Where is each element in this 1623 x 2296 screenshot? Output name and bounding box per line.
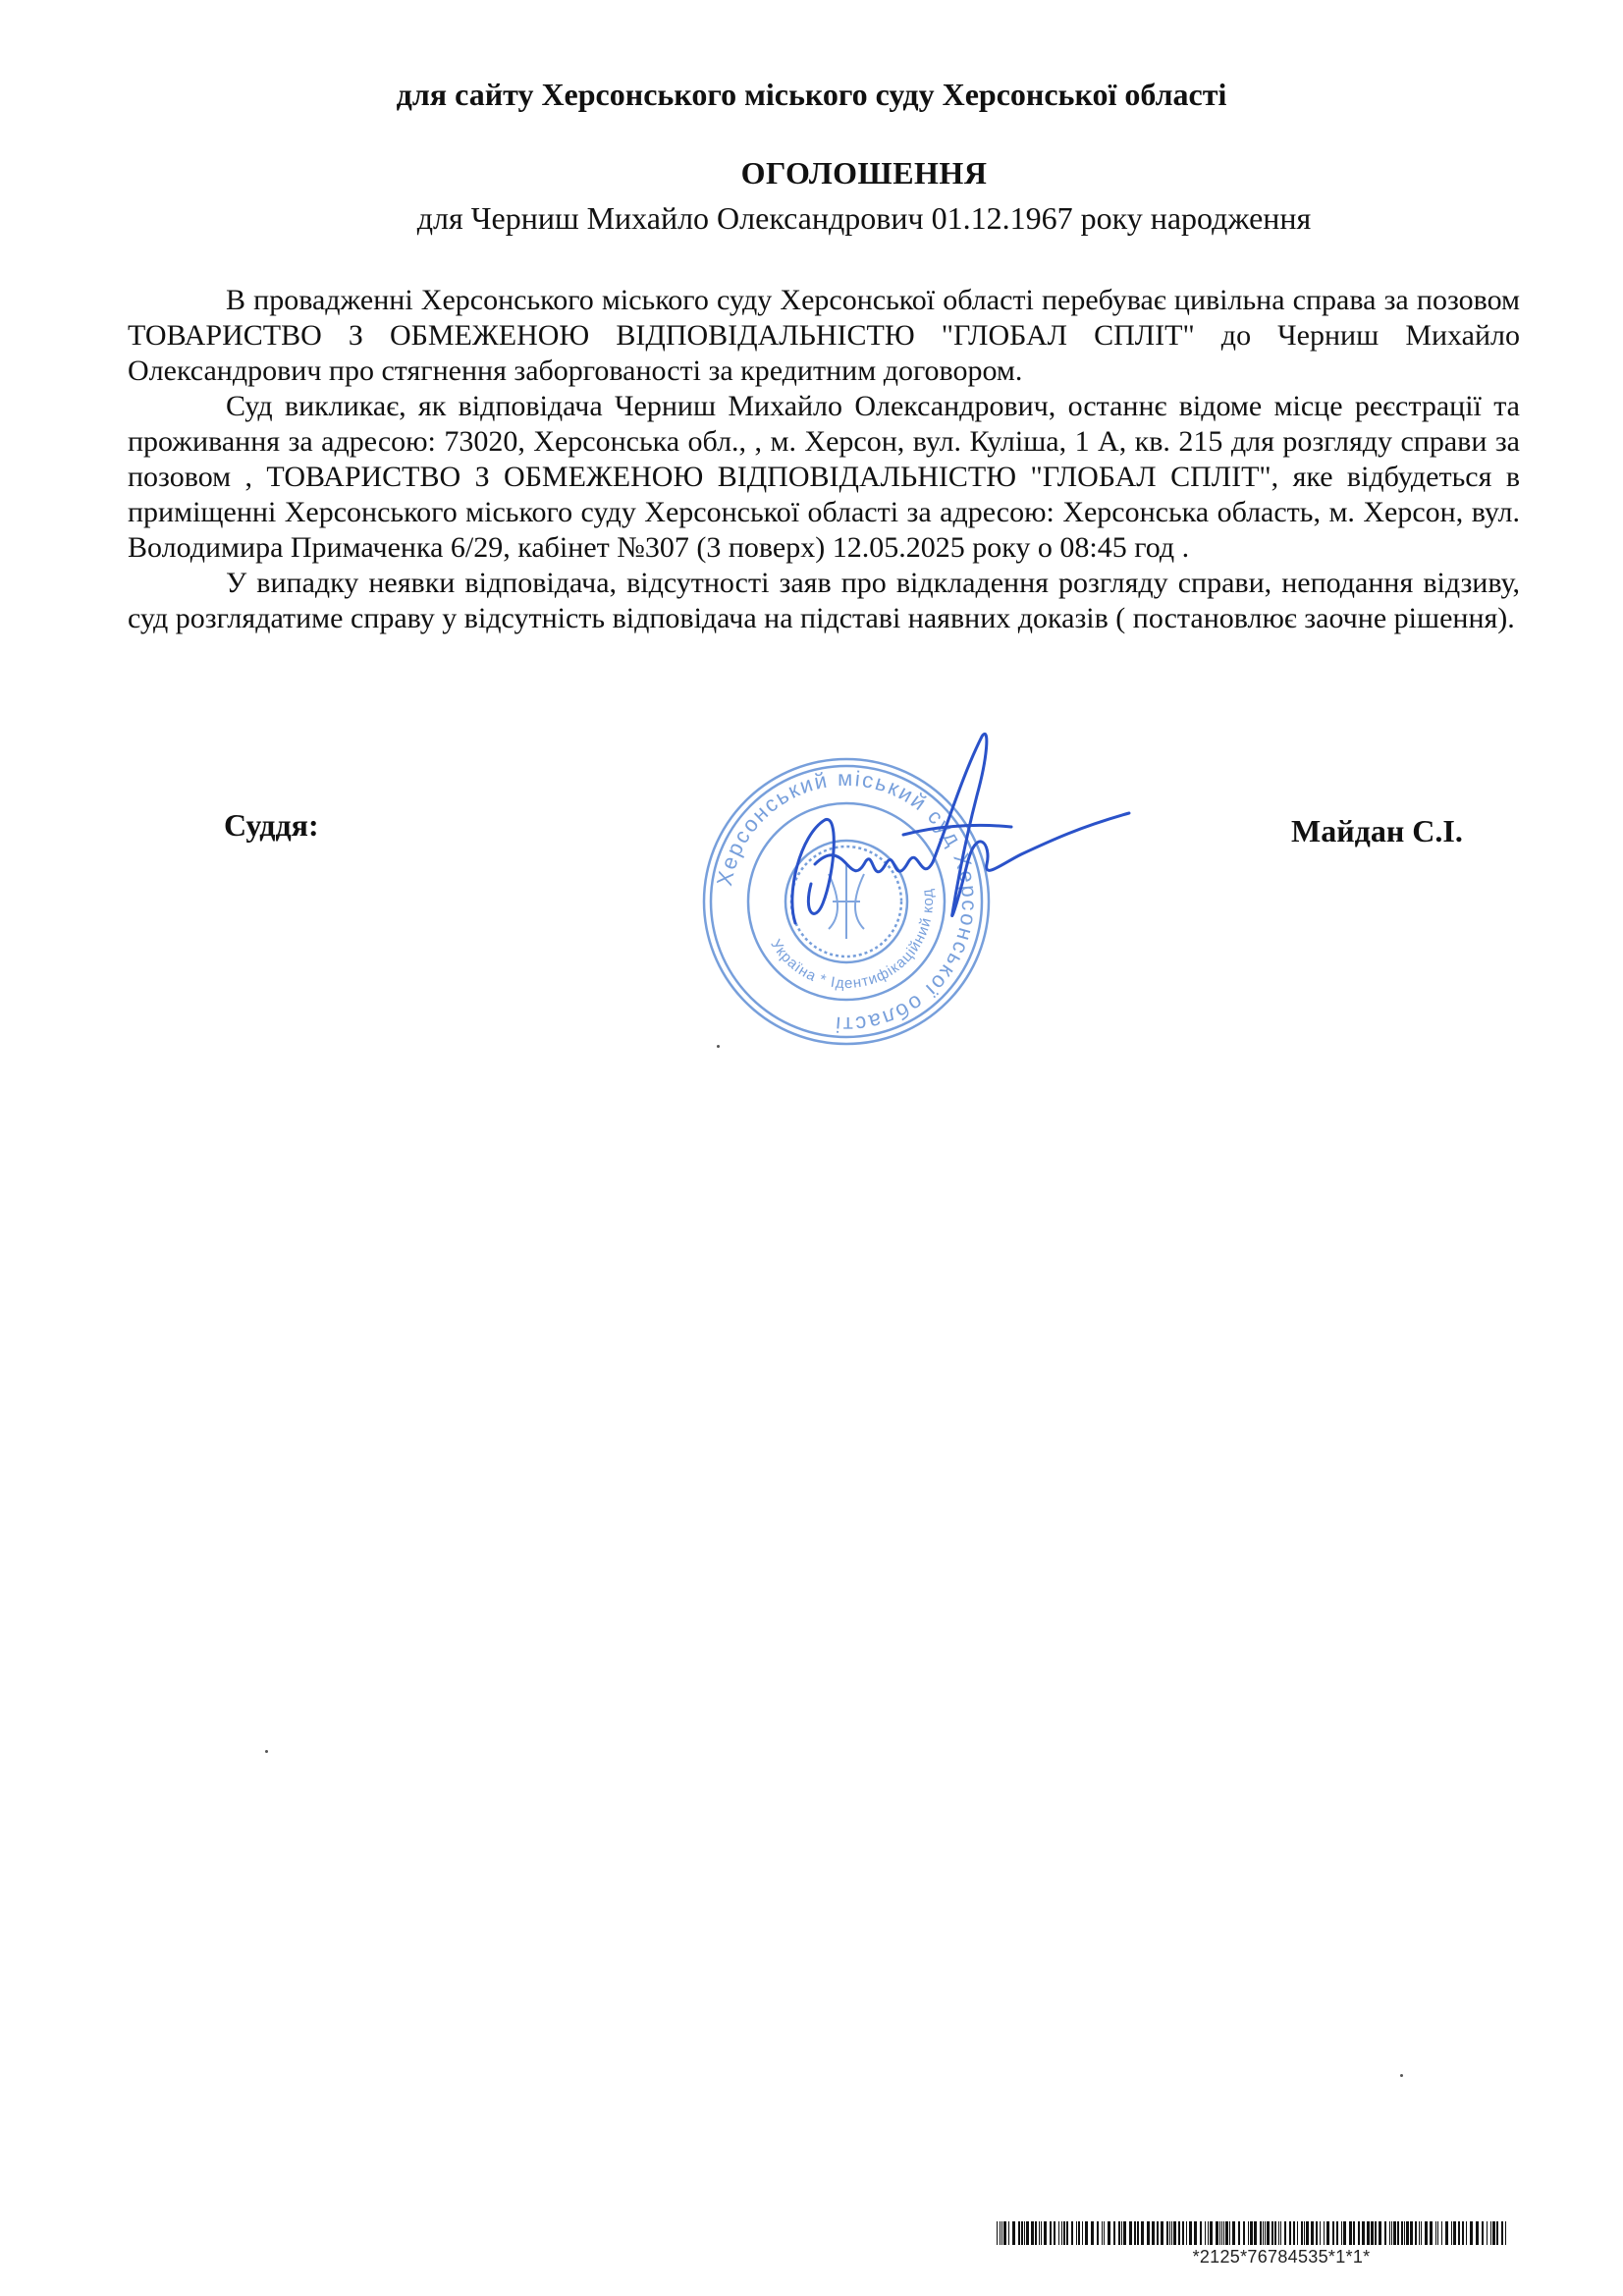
scan-speck [1400,2074,1403,2077]
barcode-bar [1189,2221,1192,2245]
barcode-bar [1430,2221,1433,2245]
barcode-bar [1278,2221,1279,2245]
barcode-bar [1063,2221,1065,2245]
barcode-bar [1362,2221,1365,2245]
barcode-bar [997,2221,998,2245]
barcode-bar [1219,2221,1220,2245]
notice-subtitle: для Черниш Михайло Олександрович 01.12.1967 року народження [416,200,1312,236]
barcode-bar [1267,2221,1270,2245]
barcode-bar [1229,2221,1230,2245]
paragraph-summons: Суд викликає, як відповідача Черниш Михайло Олександрович, останнє відоме місце реєстрації та проживання за адресою: 73020, Херсонська обл., , м. Херсон, вул. Куліша, 1 А, кв. 215 для розгляду справи за позовом , ТОВАРИСТВО З ОБМЕЖЕНОЮ ВІДПОВІДАЛЬНІСТЮ "ГЛОБАЛ СПЛІТ", яке відбудеться в приміщенні Херсонського міського суду Херсонської області за адресою: Херсонська область, м. Херсон, вул. Володимира Примаченка 6/29, кабінет №307 (3 поверх) 12.05.2025 року о 08:45 год . [128,390,1520,564]
barcode-bar [1076,2221,1077,2245]
barcode-bar [1102,2221,1103,2245]
barcode-bar [1341,2221,1342,2245]
barcode-bar [1012,2221,1015,2245]
barcode-bar [1061,2221,1062,2245]
judge-name: Майдан С.І. [1291,813,1463,848]
seal-outer-text: Херсонський міський суд Херсонської області [712,765,983,1038]
barcode-bar [1437,2221,1438,2245]
barcode-bar [1050,2221,1052,2245]
barcode-bar [1254,2221,1257,2245]
barcode-bar [1445,2221,1448,2245]
barcode-bar [1216,2221,1218,2245]
barcode-bar [1001,2221,1002,2245]
barcode-bar [1458,2221,1460,2245]
barcode-bar [1349,2221,1352,2245]
barcode-bar [1466,2221,1467,2245]
barcode-bar [1421,2221,1422,2245]
notice-title: ОГОЛОШЕННЯ [740,155,988,191]
barcode-bar [1210,2221,1213,2245]
barcode-bar [1082,2221,1083,2245]
barcode-bar [1161,2221,1163,2245]
barcode-bar [1401,2221,1403,2245]
barcode-bar [1141,2221,1144,2245]
barcode-bar [1462,2221,1464,2245]
barcode-bar [1384,2221,1386,2245]
barcode-bar [1293,2221,1295,2245]
barcode-bar [1343,2221,1346,2245]
barcode-bar [1487,2221,1488,2245]
scan-speck [265,1750,268,1753]
barcode-bar [1194,2221,1197,2245]
barcode-bar [1018,2221,1020,2245]
barcode-bar [1248,2221,1249,2245]
barcode-bar [1496,2221,1498,2245]
barcode-bar [1336,2221,1338,2245]
barcode-bar [1024,2221,1025,2245]
barcode-bar [1476,2221,1479,2245]
barcode-bar [1501,2221,1503,2245]
barcode-bar [1250,2221,1253,2245]
barcode-bar [1332,2221,1334,2245]
barcode-bar [1505,2221,1506,2245]
barcode-bar [1166,2221,1168,2245]
barcode-bar [1071,2221,1073,2245]
barcode-bar [1410,2221,1413,2245]
barcode-bar [1406,2221,1409,2245]
barcode-bar [1453,2221,1456,2245]
barcode-bar [1182,2221,1184,2245]
barcode-bar [1263,2221,1264,2245]
barcode-bars [997,2221,1507,2245]
barcode-bar [1157,2221,1159,2245]
barcode-bar [1301,2221,1303,2245]
barcode-bar [1186,2221,1187,2245]
barcode-bar [1316,2221,1318,2245]
barcode-bar [1171,2221,1172,2245]
barcode-bar [1358,2221,1360,2245]
barcode-bar [1035,2221,1037,2245]
seal-inner-text: Україна * Ідентифікаційний код [767,887,938,993]
barcode-bar [1274,2221,1276,2245]
barcode-bar [1041,2221,1042,2245]
barcode-number: *2125*76784535*1*1* [1192,2247,1371,2267]
barcode-bar [1397,2221,1399,2245]
barcode-bar [1415,2221,1417,2245]
barcode-bar [1003,2221,1006,2245]
barcode-bar [1284,2221,1286,2245]
barcode-bar [1097,2221,1099,2245]
barcode-bar [1000,2221,1001,2245]
barcode-bar [1324,2221,1325,2245]
paragraph-case-info: В провадженні Херсонського міського суду Херсонської області перебуває цивільна справа за позовом ТОВАРИСТВО З ОБМЕЖЕНОЮ ВІДПОВІДАЛЬНІСТЮ "ГЛОБАЛ СПЛІТ" до Черниш Михайло Олександрович про стягнення заборгованості за кредитним договором. [128,284,1520,387]
barcode-bar [1297,2221,1298,2245]
barcode-bar [1482,2221,1484,2245]
barcode-bar [1232,2221,1235,2245]
barcode-bar [1104,2221,1105,2245]
barcode-bar [1208,2221,1209,2245]
barcode-bar [1490,2221,1491,2245]
barcode-bar [1118,2221,1120,2245]
barcode-bar [1389,2221,1390,2245]
barcode-bar [1223,2221,1224,2245]
barcode-bar [1311,2221,1314,2245]
barcode-bar [1271,2221,1273,2245]
barcode-bar [1470,2221,1473,2245]
barcode-bar [1265,2221,1266,2245]
barcode-bar [1085,2221,1088,2245]
barcode-bar [1435,2221,1436,2245]
barcode-bar [1260,2221,1262,2245]
barcode-bar [1243,2221,1245,2245]
barcode-bar [1205,2221,1206,2245]
site-header: для сайту Херсонського міського суду Херсонської області [396,77,1227,112]
barcode-bar [1123,2221,1126,2245]
document-barcode [997,2221,1507,2268]
barcode-bar [1129,2221,1132,2245]
barcode-bar [1371,2221,1374,2245]
barcode-bar [1178,2221,1180,2245]
barcode-bar [1375,2221,1377,2245]
barcode-bar [1044,2221,1047,2245]
barcode-bar [1008,2221,1009,2245]
barcode-bar [1031,2221,1034,2245]
barcode-bar [1391,2221,1392,2245]
barcode-bar [1289,2221,1291,2245]
barcode-bar [1147,2221,1150,2245]
barcode-bar [1492,2221,1495,2245]
judge-label: Суддя: [224,807,319,843]
scan-speck [717,1045,720,1048]
barcode-bar [1320,2221,1321,2245]
barcode-bar [1326,2221,1329,2245]
barcode-bar [1367,2221,1370,2245]
barcode-bar [1021,2221,1023,2245]
barcode-bar [1280,2221,1281,2245]
barcode-bar [1306,2221,1309,2245]
barcode-bar [1152,2221,1155,2245]
barcode-bar [1393,2221,1396,2245]
barcode-bar [1066,2221,1068,2245]
signature-row [0,807,1623,866]
barcode-bar [1026,2221,1029,2245]
barcode-bar [1091,2221,1094,2245]
barcode-bar [1353,2221,1355,2245]
barcode-bar [1451,2221,1452,2245]
barcode-bar [1379,2221,1381,2245]
barcode-bar [1039,2221,1040,2245]
barcode-bar [1078,2221,1080,2245]
barcode-bar [1137,2221,1139,2245]
barcode-bar [1441,2221,1442,2245]
barcode-bar [1054,2221,1055,2245]
barcode-bar [1425,2221,1428,2245]
notice-body [128,283,1520,636]
barcode-bar [1134,2221,1136,2245]
barcode-bar [1121,2221,1122,2245]
barcode-bar [1404,2221,1405,2245]
barcode-bar [1169,2221,1170,2245]
barcode-bar [1238,2221,1240,2245]
barcode-bar [1108,2221,1110,2245]
barcode-bar [1419,2221,1420,2245]
barcode-bar [1221,2221,1222,2245]
barcode-bar [1113,2221,1115,2245]
barcode-bar [1225,2221,1228,2245]
barcode-bar [1058,2221,1059,2245]
barcode-bar [1304,2221,1305,2245]
paragraph-default-warning: У випадку неявки відповідача, відсутності заяв про відкладення розгляду справи, неподання відзиву, суд розглядатиме справу у відсутність відповідача на підставі наявних доказів ( постановлює заочне рішення). [128,567,1520,634]
barcode-bar [1200,2221,1202,2245]
barcode-bar [1173,2221,1176,2245]
